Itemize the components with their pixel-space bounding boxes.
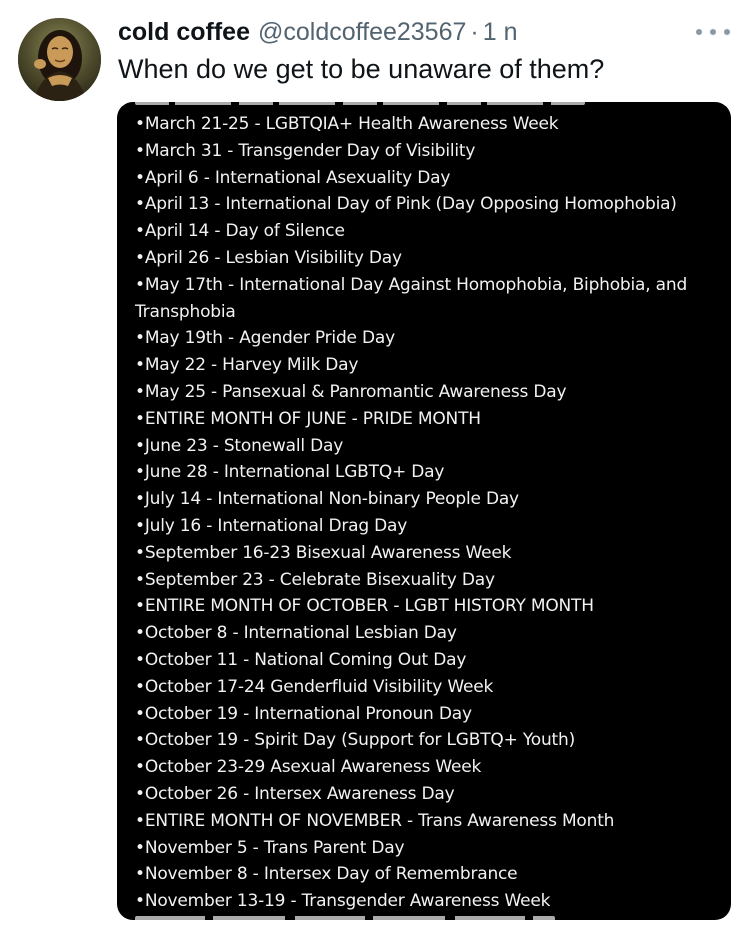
list-item: •July 16 - International Drag Day <box>135 515 408 536</box>
list-item: •October 17-24 Genderfluid Visibility Week <box>135 676 494 697</box>
list-item: •October 8 - International Lesbian Day <box>135 623 457 644</box>
more-dot <box>710 29 716 35</box>
display-name[interactable]: cold coffee <box>118 17 250 46</box>
list-item: •ENTIRE MONTH OF JUNE - PRIDE MONTH <box>135 408 481 429</box>
more-dot <box>724 29 730 35</box>
list-item: •November 5 - Trans Parent Day <box>135 837 405 858</box>
timestamp[interactable]: 1 n <box>482 17 518 46</box>
list-item: •March 31 - Transgender Day of Visibility <box>135 140 476 161</box>
list-item: •May 19th - Agender Pride Day <box>135 328 395 349</box>
list-item: •October 26 - Intersex Awareness Day <box>135 783 455 804</box>
tweet-text: When do we get to be unaware of them? <box>118 54 605 84</box>
list-item: •March 21-25 - LGBTQIA+ Health Awareness Week <box>135 114 559 134</box>
list-item: •May 22 - Harvey Milk Day <box>135 355 359 376</box>
tweet-media-image[interactable] <box>117 102 731 920</box>
list-item: •ENTIRE MONTH OF OCTOBER - LGBT HISTORY MONTH <box>135 596 594 617</box>
list-item: •April 14 - Day of Silence <box>135 221 345 242</box>
separator-dot: · <box>470 17 479 46</box>
list-item: •October 23-29 Asexual Awareness Week <box>135 757 482 778</box>
list-item: •October 19 - Spirit Day (Support for LGBTQ+ Youth) <box>135 730 576 751</box>
mona-lisa-avatar-icon <box>18 18 101 101</box>
cropped-text-top <box>135 102 585 105</box>
avatar[interactable] <box>18 18 101 101</box>
cropped-text-bottom <box>135 916 555 920</box>
list-item: •April 26 - Lesbian Visibility Day <box>135 247 402 268</box>
list-item: •September 23 - Celebrate Bisexuality Day <box>135 569 495 590</box>
list-item: •October 11 - National Coming Out Day <box>135 649 467 670</box>
list-item: •ENTIRE MONTH OF NOVEMBER - Trans Awareness Month <box>135 810 615 831</box>
list-item: •July 14 - International Non-binary People Day <box>135 489 519 510</box>
list-item: •November 8 - Intersex Day of Remembrance <box>135 864 518 885</box>
awareness-dates-list <box>135 111 720 915</box>
user-handle[interactable]: @coldcoffee23567 <box>257 17 467 46</box>
more-options-icon[interactable] <box>696 22 730 42</box>
list-item: •October 19 - International Pronoun Day <box>135 703 472 724</box>
list-item: •May 17th - International Day Against Homophobia, Biphobia, and Transphobia <box>135 274 688 322</box>
list-item: •June 28 - International LGBTQ+ Day <box>135 462 445 483</box>
list-item: •May 25 - Pansexual & Panromantic Awareness Day <box>135 381 567 402</box>
list-item: •September 16-23 Bisexual Awareness Week <box>135 542 512 563</box>
list-item: •November 13-19 - Transgender Awareness Week <box>135 891 551 912</box>
list-item: •April 6 - International Asexuality Day <box>135 167 451 188</box>
list-item: •June 23 - Stonewall Day <box>135 435 344 456</box>
tweet-header <box>118 14 518 50</box>
more-dot <box>696 29 702 35</box>
list-item: •April 13 - International Day of Pink (Day Opposing Homophobia) <box>135 194 677 215</box>
